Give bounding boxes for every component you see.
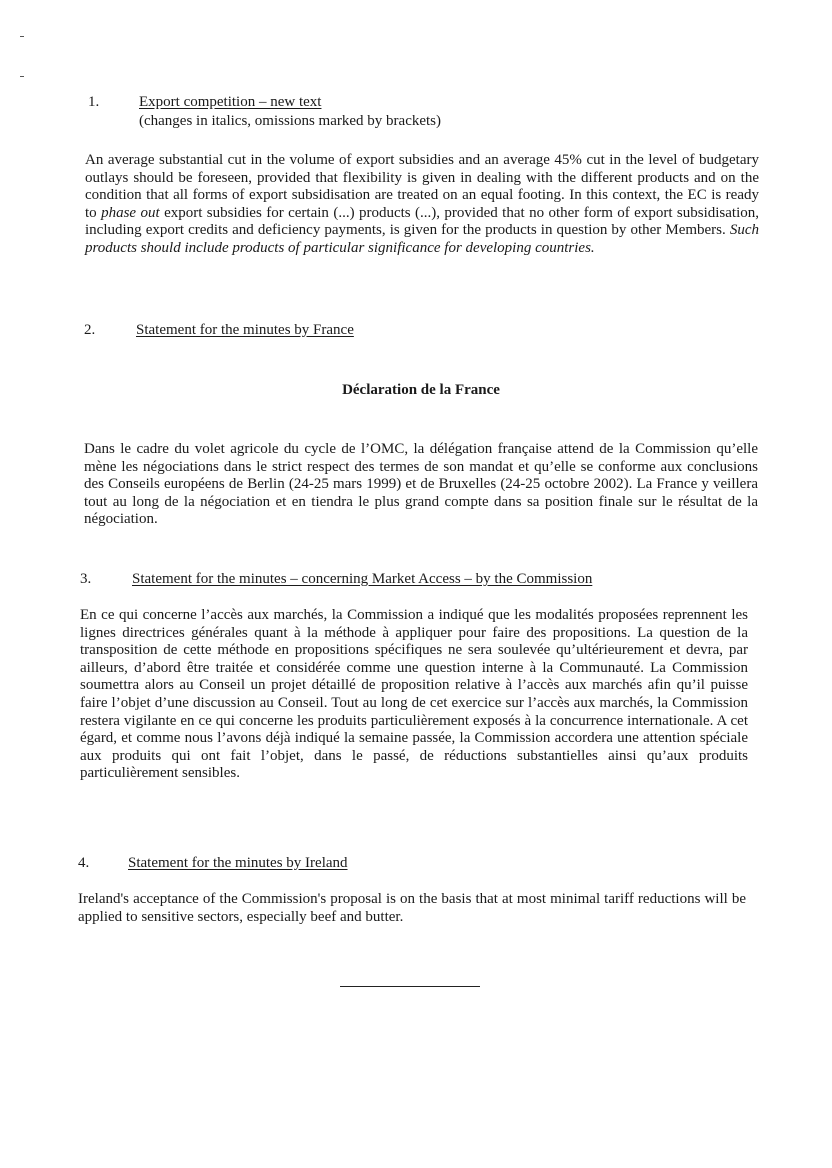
section-paragraph: En ce qui concerne l’accès aux marchés, la Commission a indiqué que les modalités proposées reprennent les lignes directrices générales quant à la méthode à appliquer pour faire des propositions. La question de la transposition de cette méthode en propositions spécifiques ne sera soulevée qu’ultérieurement et devra, par ailleurs, d’abord être traitée et considérée comme une question interne à la Communauté. La Commission soumettra alors au Conseil un projet détaillé de proposition relative à l’accès aux marchés afin qu’il puisse faire l’objet d’une discussion au Conseil. Tout au long de cet exercice sur l’accès aux marchés, la Commission restera vigilante en ce qui concerne les produits particulièrement exposés à la concurrence internationale. A cet égard, et comme nous l’avons déjà indiqué la semaine passée, la Commission accordera une attention spéciale aux produits qui ont fait l’objet, dans le passé, de réductions substantielles ainsi qu’aux produits particulièrement sensibles. <box>80 607 748 782</box>
scan-mark <box>20 36 24 37</box>
section-number: 1. <box>88 94 100 110</box>
section-france-statement <box>84 320 758 340</box>
section-ireland-statement <box>78 853 752 925</box>
paragraph-text: export subsidies for certain (...) products (...), provided that no other form of export subsidisation, including export credits and deficiency payments, is given for the products in question by other Members. <box>85 204 759 239</box>
declaration-heading: Déclaration de la France <box>342 382 500 398</box>
scan-mark <box>20 76 24 77</box>
section-export-competition <box>85 92 762 256</box>
section-title: Statement for the minutes – concerning Market Access – by the Commission <box>132 571 593 587</box>
end-rule <box>340 986 480 987</box>
section-number: 3. <box>80 571 92 587</box>
italic-change: phase out <box>101 204 160 221</box>
section-number: 4. <box>78 855 90 871</box>
italic-change: Such products should include products of particular significance for developing countries. <box>85 222 759 256</box>
section-heading <box>80 569 754 589</box>
section-heading <box>78 853 752 873</box>
section-title: Statement for the minutes by Ireland <box>128 855 348 871</box>
section-heading <box>84 320 758 340</box>
paragraph-text: An average substantial cut in the volume of export subsidies and an average 45% cut in the level of budgetary outlays should be foreseen, provided that flexibility is given in dealing with the different products and on the condition that all forms of export subsidisation are treated on an equal footing. In this context, the EC is ready to <box>85 152 759 221</box>
section-paragraph <box>85 152 759 258</box>
section-paragraph: Dans le cadre du volet agricole du cycle de l’OMC, la délégation française attend de la Commission qu’elle mène les négociations dans le strict respect des termes de son mandat et qu’elle se conforme aux conclusions des Conseils européens de Berlin (24-25 mars 1999) et de Bruxelles (24-25 octobre 2002). La France y veillera tout au long de la négociation et en tiendra le plus grand compte dans sa position finale sur le résultat de la négociation. <box>84 441 758 528</box>
section-heading <box>88 92 762 129</box>
section-paragraph: Ireland's acceptance of the Commission's proposal is on the basis that at most minimal tariff reductions will be applied to sensitive sectors, especially beef and butter. <box>78 891 746 925</box>
section-title: Export competition – new text <box>139 94 322 110</box>
section-title: Statement for the minutes by France <box>136 322 354 338</box>
section-number: 2. <box>84 322 96 338</box>
section-subtitle: (changes in italics, omissions marked by brackets) <box>139 113 442 129</box>
section-market-access <box>80 569 754 782</box>
